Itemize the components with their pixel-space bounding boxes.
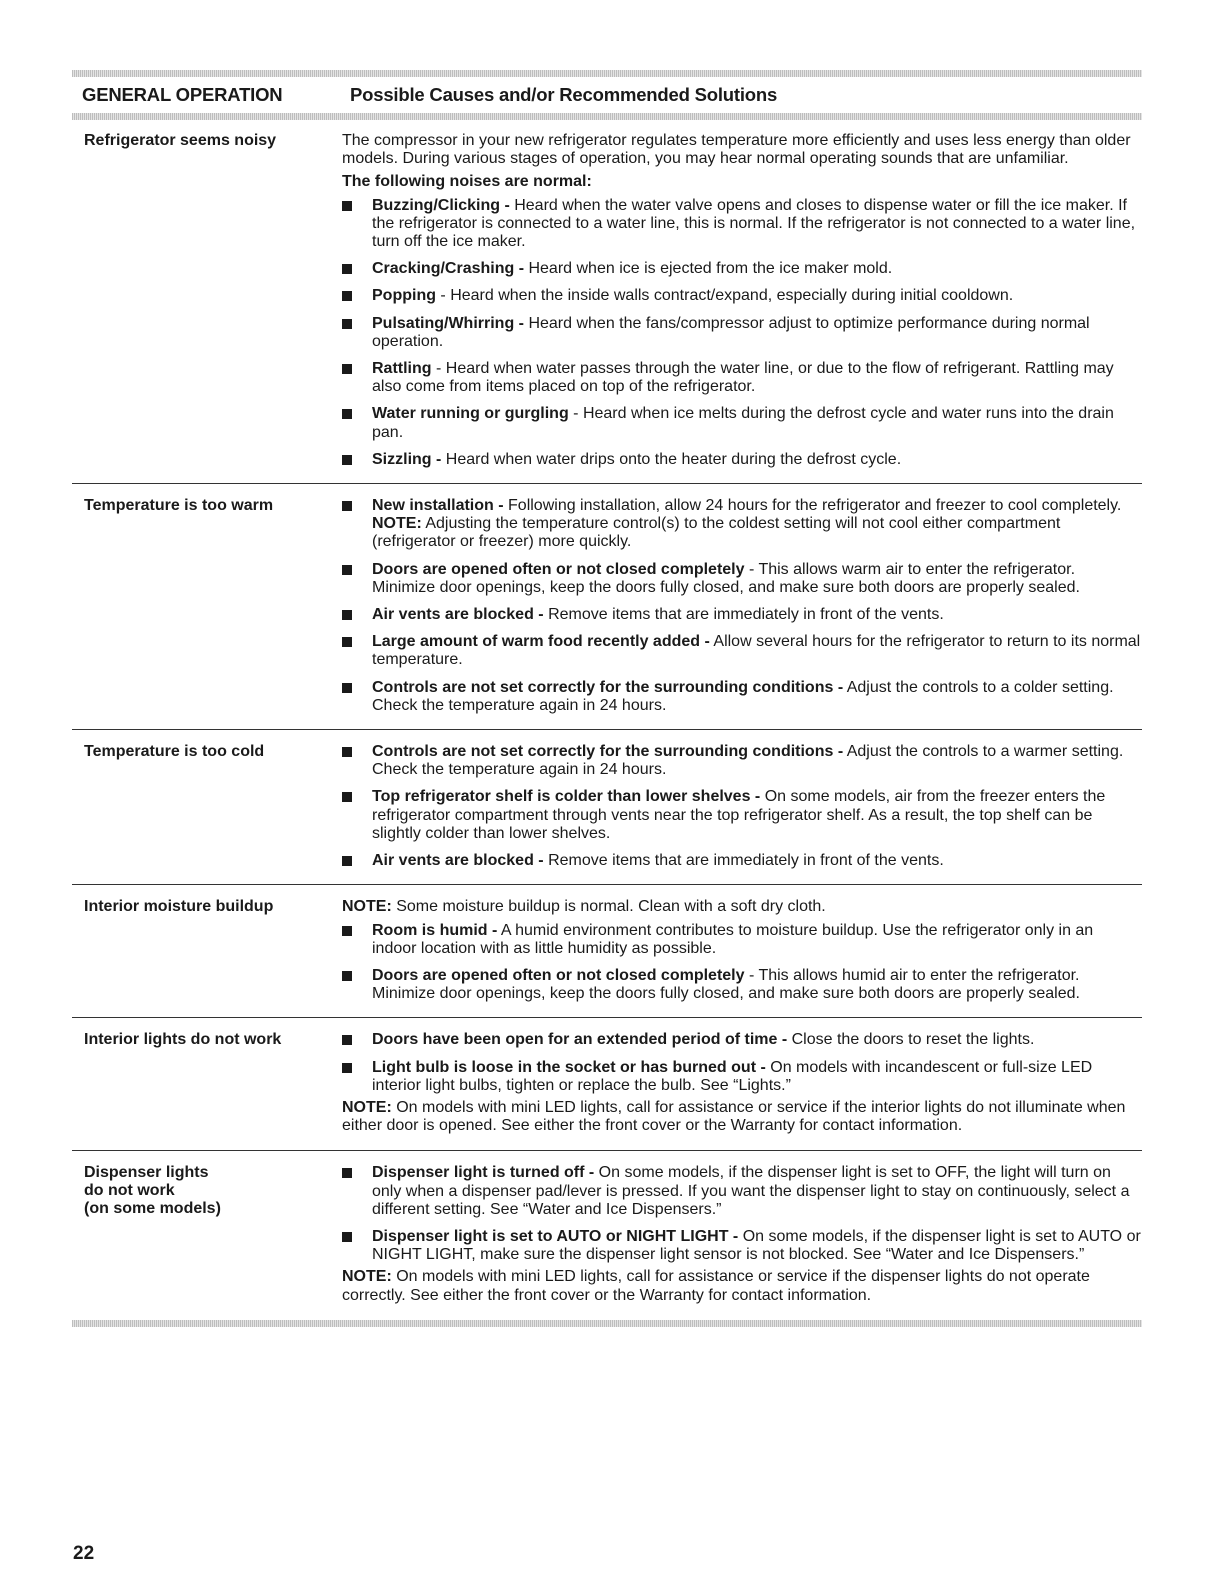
list-item: Doors are opened often or not closed completely - This allows humid air to enter the refrigerator. Minimize door openings, keep the doors fully closed, and make sure both doors are properly sealed. [342,967,1142,1003]
row-label [72,1164,342,1309]
list-item: Controls are not set correctly for the surrounding conditions - Adjust the controls to a colder setting. Check the temperature again in 24 hours. [342,679,1142,715]
list-item: Air vents are blocked - Remove items that are immediately in front of the vents. [342,606,1142,624]
list-item: Controls are not set correctly for the surrounding conditions - Adjust the controls to a warmer setting. Check the temperature again in 24 hours. [342,743,1142,779]
list-item: New installation - Following installation, allow 24 hours for the refrigerator and freezer to cool completely. [342,497,1142,515]
list-item: Pulsating/Whirring - Heard when the fans/compressor adjust to optimize performance during normal operation. [342,315,1142,351]
table-row [72,1017,1142,1150]
table-row [72,884,1142,1017]
subheading: The following noises are normal: [342,173,592,191]
list-item: Sizzling - Heard when water drips onto the heater during the defrost cycle. [342,451,1142,469]
label-line: do not work [84,1182,175,1200]
bullet-list [342,743,1142,870]
note-text: NOTE: On models with mini LED lights, call for assistance or service if the dispenser lights do not operate correctly. See either the front cover or the Warranty for contact information. [342,1268,1090,1304]
list-item: Cracking/Crashing - Heard when ice is ejected from the ice maker mold. [342,260,1142,278]
row-body [342,497,1142,719]
list-item: Buzzing/Clicking - Heard when the water valve opens and closes to dispense water or fill the ice maker. If the refrigerator is connected to a water line, this is normal. If the refrigerator is not connected to a water line, turn off the ice maker. [342,197,1142,252]
list-item: Top refrigerator shelf is colder than lower shelves - On some models, air from the freezer enters the refrigerator compartment through vents near the top refrigerator shelf. As a result, the top shelf can be slightly colder than lower shelves. [342,788,1142,843]
row-body [342,132,1142,473]
row-body [342,743,1142,874]
row-label: Interior lights do not work [84,1031,282,1049]
label-line: (on some models) [84,1200,221,1218]
bullet-list [342,561,1142,715]
list-item: Popping - Heard when the inside walls contract/expand, especially during initial cooldown. [342,287,1142,305]
row-label: Interior moisture buildup [84,898,274,916]
bullet-list [342,197,1142,469]
table-row [72,483,1142,729]
bullet-list [342,922,1142,1004]
header-possible-causes: Possible Causes and/or Recommended Solutions [350,84,778,105]
list-item: Doors are opened often or not closed completely - This allows warm air to enter the refrigerator. Minimize door openings, keep the doors fully closed, and make sure both doors are properly sealed. [342,561,1142,597]
row-body [342,1031,1142,1140]
bullet-list [342,1031,1142,1095]
list-item: Rattling - Heard when water passes through the water line, or due to the flow of refrigerant. Rattling may also come from items placed on top of the refrigerator. [342,360,1142,396]
list-item: Light bulb is loose in the socket or has burned out - On models with incandescent or full-size LED interior light bulbs, tighten or replace the bulb. See “Lights.” [342,1059,1142,1095]
intro-text: The compressor in your new refrigerator regulates temperature more efficiently and uses less energy than older models. During various stages of operation, you may hear normal operating sounds that are unfamiliar. [342,132,1131,168]
note-text: NOTE: Adjusting the temperature control(s) to the coldest setting will not cool either compartment (refrigerator or freezer) more quickly. [372,515,1061,551]
note-text: NOTE: On models with mini LED lights, call for assistance or service if the interior lights do not illuminate when either door is opened. See either the front cover or the Warranty for contact information. [342,1098,1126,1135]
page-number: 22 [73,1543,95,1564]
table-header [72,77,1142,113]
table-row [72,1150,1142,1319]
row-label: Refrigerator seems noisy [84,132,277,149]
list-item: Doors have been open for an extended period of time - Close the doors to reset the lights. [342,1031,1142,1049]
top-rule [72,70,1142,77]
row-body [342,898,1142,1007]
note-text: NOTE: Some moisture buildup is normal. Clean with a soft dry cloth. [342,898,826,916]
bullet-list [342,1164,1142,1264]
troubleshooting-table [72,70,1142,1327]
bottom-rule [72,1320,1142,1327]
list-item: Dispenser light is turned off - On some models, if the dispenser light is set to OFF, the light will turn on only when a dispenser pad/lever is pressed. If you want the dispenser light to stay on continuously, select a different setting. See “Water and Ice Dispensers.” [342,1164,1142,1219]
row-body [342,1164,1142,1309]
list-item: Dispenser light is set to AUTO or NIGHT LIGHT - On some models, if the dispenser light is set to AUTO or NIGHT LIGHT, make sure the dispenser light sensor is not blocked. See “Water and Ice Dispensers.” [342,1228,1142,1264]
header-rule [72,113,1142,120]
list-item: Large amount of warm food recently added - Allow several hours for the refrigerator to return to its normal temperature. [342,633,1142,669]
bullet-list [342,497,1142,515]
list-item: Room is humid - A humid environment contributes to moisture buildup. Use the refrigerator only in an indoor location with as little humidity as possible. [342,922,1142,958]
header-general-operation: GENERAL OPERATION [82,84,283,105]
table-row [72,729,1142,884]
list-item: Water running or gurgling - Heard when ice melts during the defrost cycle and water runs into the drain pan. [342,405,1142,441]
row-label: Temperature is too warm [84,497,274,515]
list-item: Air vents are blocked - Remove items that are immediately in front of the vents. [342,852,1142,870]
label-line: Dispenser lights [84,1164,209,1182]
table-row [72,120,1142,483]
row-label: Temperature is too cold [84,743,265,761]
